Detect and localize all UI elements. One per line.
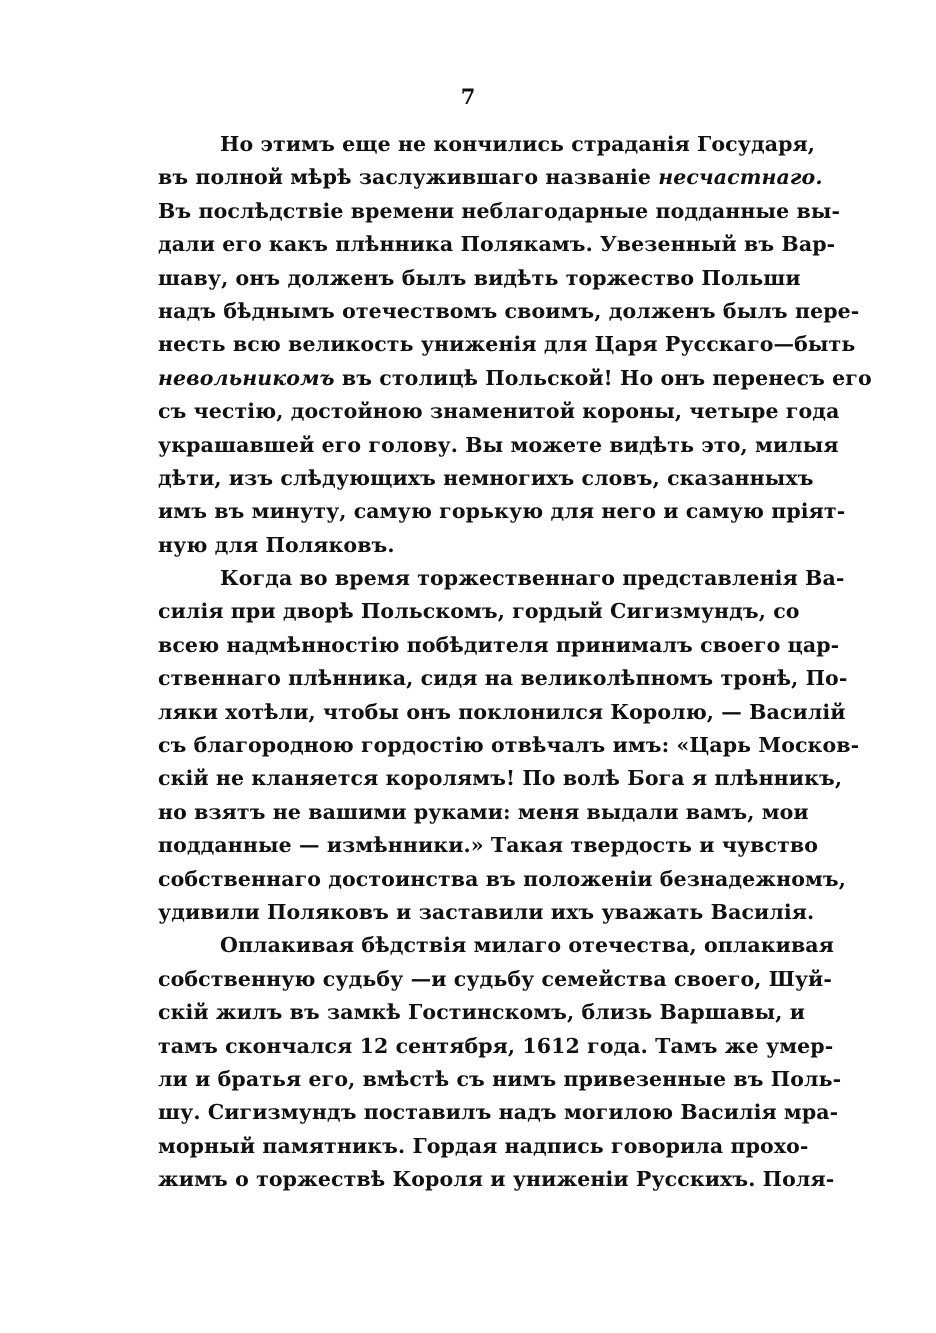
text-run: тамъ скончался 12 сентября, 1612 года. Тамъ же умер- [158,1033,834,1058]
text-run: Оплакивая бѣдствія милаго отечества, оплакивая [220,933,834,958]
text-run: съ благородною гордостію отвѣчалъ имъ: «Царь Москов- [158,733,860,758]
text-line [158,963,832,996]
text-run: ляки хотѣли, чтобы онъ поклонился Королю, — Василій [158,699,846,724]
text-line [158,1163,835,1196]
text-run: въ полной мѣрѣ заслужившаго названіе [158,165,659,190]
text-line [158,696,846,729]
text-line [158,1096,839,1129]
text-run: скій жилъ въ замкѣ Гостинскомъ, близь Варшавы, и [158,1000,806,1025]
text-run: всею надмѣнностію побѣдителя принималъ своего цар- [158,632,840,657]
text-run: морный памятникъ. Гордая надпись говорила прохо- [158,1133,809,1158]
text-line [158,395,840,428]
text-run: украшавшей его голову. Вы можете видѣть это, милыя [158,432,839,457]
text-line [158,929,834,962]
text-run: силія при дворѣ Польскомъ, гордый Сигизмундъ, со [158,599,800,624]
emphasized-word: невольникомъ [158,365,335,390]
text-line [158,829,818,862]
text-line [158,128,816,161]
text-run: шаву, онъ долженъ былъ видѣть торжество Польши [158,265,801,290]
text-line [158,896,815,929]
text-line [158,362,872,395]
text-line [158,462,814,495]
text-run: съ честію, достойною знаменитой короны, четыре года [158,399,840,424]
text-run: въ столицѣ Польской! Но онъ перенесъ его [334,365,872,390]
text-run: удивили Поляковъ и заставили ихъ уважать Василія. [158,899,815,924]
body-text [158,128,872,1197]
page-number: 7 [460,84,476,109]
paragraph [158,128,872,562]
text-line [158,629,840,662]
text-run: подданные — измѣнники.» Такая твердость и чувство [158,833,818,858]
paragraph [158,562,860,929]
text-run: ли и братья его, вмѣстѣ съ нимъ привезенные въ Поль- [158,1066,842,1091]
text-run: Въ послѣдствіе времени неблагодарные подданные вы- [158,198,841,223]
text-run: несть всю великость униженія для Царя Русскаго—быть [158,332,856,357]
text-line [158,863,846,896]
text-line [158,1063,842,1096]
text-line [158,762,843,795]
text-line [158,529,780,562]
text-line [158,295,860,328]
text-line [158,729,860,762]
text-run: имъ въ минуту, самую горькую для него и самую пріят- [158,499,846,524]
text-line [158,996,806,1029]
text-line [158,1130,809,1163]
text-run: дѣти, изъ слѣдующихъ немногихъ словъ, сказанныхъ [158,465,814,490]
text-line [158,495,846,528]
text-run: шу. Сигизмундъ поставилъ надъ могилою Василія мра- [158,1100,839,1125]
text-line [158,1030,834,1063]
text-run: собственнаго достоинства въ положеніи безнадежномъ, [158,866,846,891]
text-line [158,662,848,695]
text-run: Но этимъ еще не кончились страданія Государя, [220,132,816,156]
text-line [158,429,839,462]
text-run: скій не кланяется королямъ! По волѣ Бога я плѣнникъ, [158,766,843,791]
text-line [158,562,845,595]
text-line [158,595,800,628]
text-run: Когда во время торжественнаго представленія Ва- [220,566,845,591]
text-line [158,262,801,295]
text-run: собственную судьбу —и судьбу семейства своего, Шуй- [158,966,832,991]
text-line [158,195,841,228]
text-line [158,161,823,194]
text-line [158,328,856,361]
text-run: надъ бѣднымъ отечествомъ своимъ, долженъ былъ пере- [158,298,860,323]
text-run: жимъ о торжествѣ Короля и униженіи Русскихъ. Поля- [158,1167,835,1192]
text-line [158,228,836,261]
text-run: но взятъ не вашими руками: меня выдали вамъ, мои [158,799,809,824]
text-line [158,796,809,829]
emphasized-word: несчастнаго. [658,165,823,190]
text-run: ную для Поляковъ. [158,532,395,557]
text-run: ственнаго плѣнника, сидя на великолѣпномъ тронѣ, По- [158,666,848,691]
text-run: дали его какъ плѣнника Полякамъ. Увезенный въ Вар- [158,232,836,257]
paragraph [158,929,842,1196]
